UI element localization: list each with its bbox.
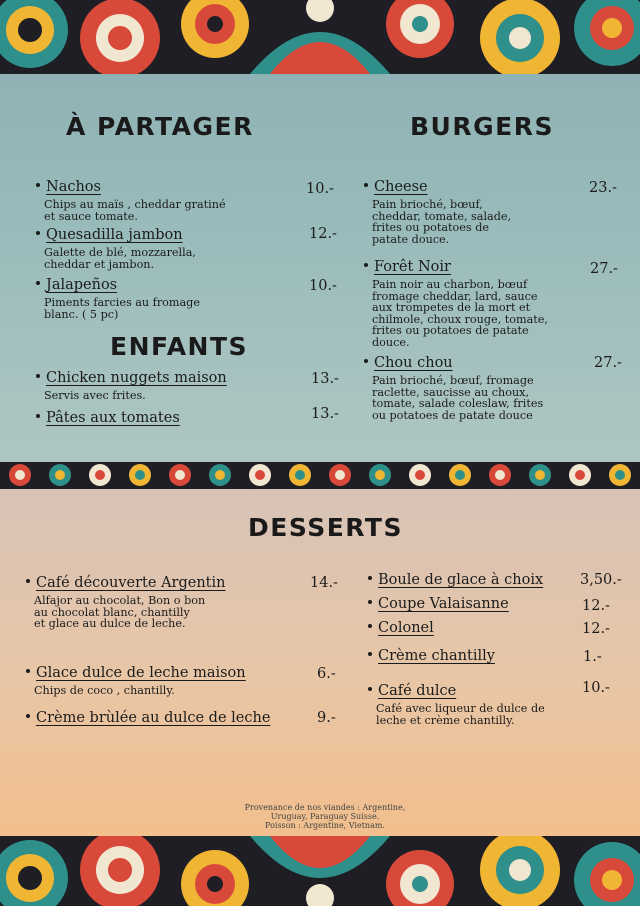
price-creme-chantilly: 1.- bbox=[583, 649, 602, 665]
menu-item-colonel: Colonel bbox=[368, 620, 434, 636]
section-title-burgers: BURGERS bbox=[410, 112, 554, 141]
price-cafe-dulce: 10.- bbox=[582, 680, 610, 696]
price-jalapenos: 10.- bbox=[309, 278, 337, 294]
meat-origin-note: Provenance de nos viandes : Argentine, Uruguay, Paraguay Suisse. Poisson : Argentine, Vietnam. bbox=[244, 803, 406, 830]
menu-item-jalapenos: Jalapeños Piments farcies au fromage blanc. ( 5 pc) bbox=[36, 277, 200, 320]
menu-item-quesadilla: Quesadilla jambon Galette de blé, mozzarella, cheddar et jambon. bbox=[36, 227, 196, 270]
price-nachos: 10.- bbox=[306, 181, 334, 197]
price-glace-dulce: 6.- bbox=[317, 666, 336, 682]
price-coupe-valaisanne: 12.- bbox=[582, 598, 610, 614]
section-title-enfants: ENFANTS bbox=[110, 332, 249, 361]
decorative-pattern-middle bbox=[0, 462, 640, 489]
price-quesadilla: 12.- bbox=[309, 226, 337, 242]
menu-item-glace-dulce: Glace dulce de leche maison Chips de coco , chantilly. bbox=[26, 665, 246, 697]
menu-item-creme-brulee: Crème brùlée au dulce de leche bbox=[26, 710, 270, 726]
menu-item-nachos: Nachos Chips au maïs , cheddar gratiné et sauce tomate. bbox=[36, 179, 226, 222]
decorative-pattern-top bbox=[0, 0, 640, 74]
menu-item-chou-chou: Chou chou Pain brioché, bœuf, fromage raclette, saucisse au choux, tomate, salade coleslaw, frites ou potatoes de patate douce bbox=[364, 355, 543, 421]
menu-item-cafe-decouverte: Café découverte Argentin Alfajor au chocolat, Bon o bon au chocolat blanc, chantilly et glace au dulce de leche. bbox=[26, 575, 225, 630]
price-foret-noir: 27.- bbox=[590, 261, 618, 277]
price-cheese: 23.- bbox=[589, 180, 617, 196]
menu-item-foret-noir: Forêt Noir Pain noir au charbon, bœuf fromage cheddar, lard, sauce aux trompetes de la mort et chilmole, choux rouge, tomate, frites ou potatoes de patate douce. bbox=[364, 259, 548, 348]
price-boule-glace: 3,50.- bbox=[580, 572, 622, 588]
menu-item-coupe-valaisanne: Coupe Valaisanne bbox=[368, 596, 509, 612]
menu-item-cheese: Cheese Pain brioché, bœuf, cheddar, tomate, salade, frites ou potatoes de patate douce. bbox=[364, 179, 511, 245]
menu-item-creme-chantilly: Crème chantilly bbox=[368, 648, 495, 664]
price-colonel: 12.- bbox=[582, 621, 610, 637]
price-pates-tomates: 13.- bbox=[311, 406, 339, 422]
price-chou-chou: 27.- bbox=[594, 355, 622, 371]
price-cafe-decouverte: 14.- bbox=[310, 575, 338, 591]
menu-item-pates-tomates: Pâtes aux tomates bbox=[36, 410, 180, 426]
menu-item-boule-glace: Boule de glace à choix bbox=[368, 572, 543, 588]
price-creme-brulee: 9.- bbox=[317, 710, 336, 726]
menu-item-cafe-dulce: Café dulce Café avec liqueur de dulce de leche et crème chantilly. bbox=[368, 683, 545, 726]
menu-item-chicken-nuggets: Chicken nuggets maison Servis avec frites. bbox=[36, 370, 227, 402]
price-chicken-nuggets: 13.- bbox=[311, 371, 339, 387]
decorative-pattern-bottom bbox=[0, 836, 640, 906]
section-title-a-partager: À PARTAGER bbox=[66, 112, 254, 141]
section-title-desserts: DESSERTS bbox=[248, 513, 403, 542]
